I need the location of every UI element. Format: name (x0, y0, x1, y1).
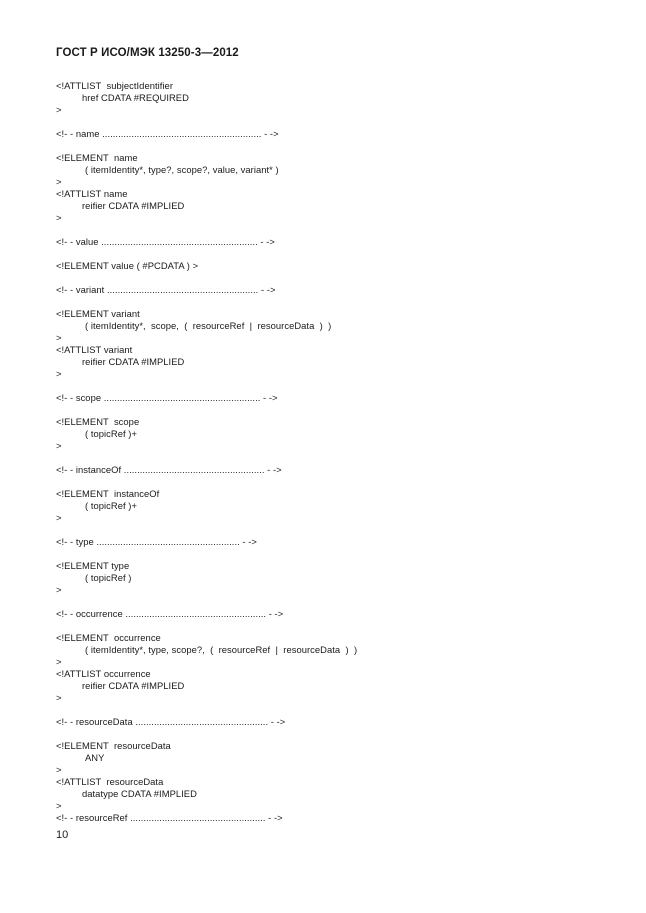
attribute-line: reifier CDATA #IMPLIED (82, 200, 185, 211)
attlist-resource-data: <!ATTLIST resourceData (56, 776, 164, 787)
attribute-line: reifier CDATA #IMPLIED (82, 356, 185, 367)
attribute-line: datatype CDATA #IMPLIED (82, 788, 197, 799)
element-value: <!ELEMENT value ( #PCDATA ) > (56, 260, 199, 271)
content-model-line: ( topicRef ) (85, 572, 132, 583)
closing-bracket: > (56, 368, 62, 379)
closing-bracket: > (56, 212, 62, 223)
closing-bracket: > (56, 332, 62, 343)
document-header: ГОСТ Р ИСО/МЭК 13250-3—2012 (56, 47, 239, 59)
comment-name: <!- - name ............................................................ - -> (56, 128, 279, 139)
closing-bracket: > (56, 764, 62, 775)
element-occurrence: <!ELEMENT occurrence (56, 632, 161, 643)
element-type: <!ELEMENT type (56, 560, 130, 571)
attlist-occurrence: <!ATTLIST occurrence (56, 668, 151, 679)
comment-type: <!- - type ...................................................... - -> (56, 536, 257, 547)
closing-bracket: > (56, 176, 62, 187)
element-instance-of: <!ELEMENT instanceOf (56, 488, 160, 499)
closing-bracket: > (56, 584, 62, 595)
attribute-line: reifier CDATA #IMPLIED (82, 680, 185, 691)
closing-bracket: > (56, 512, 62, 523)
attlist-subject-identifier: <!ATTLIST subjectIdentifier (56, 80, 173, 91)
content-model-line: ( itemIdentity*, type, scope?, ( resourceRef | resourceData ) ) (85, 644, 358, 655)
comment-value: <!- - value ........................................................... - -> (56, 236, 275, 247)
content-model-line: ( topicRef )+ (85, 428, 137, 439)
content-model-line: ( itemIdentity*, scope, ( resourceRef | resourceData ) ) (85, 320, 332, 331)
comment-variant: <!- - variant ......................................................... - -> (56, 284, 276, 295)
page-number: 10 (56, 829, 69, 841)
comment-resource-data: <!- - resourceData .................................................. - -> (56, 716, 286, 727)
attlist-name: <!ATTLIST name (56, 188, 128, 199)
closing-bracket: > (56, 104, 62, 115)
closing-bracket: > (56, 692, 62, 703)
attribute-line: href CDATA #REQUIRED (82, 92, 189, 103)
comment-scope: <!- - scope ........................................................... - -> (56, 392, 278, 403)
closing-bracket: > (56, 800, 62, 811)
element-resource-data: <!ELEMENT resourceData (56, 740, 171, 751)
comment-instance-of: <!- - instanceOf ..................................................... - -> (56, 464, 282, 475)
closing-bracket: > (56, 440, 62, 451)
element-scope: <!ELEMENT scope (56, 416, 140, 427)
content-model-line: ( topicRef )+ (85, 500, 137, 511)
content-model-line: ANY (85, 752, 105, 763)
dtd-listing (56, 80, 616, 824)
content-model-line: ( itemIdentity*, type?, scope?, value, variant* ) (85, 164, 279, 175)
element-name: <!ELEMENT name (56, 152, 138, 163)
attlist-variant: <!ATTLIST variant (56, 344, 133, 355)
element-variant: <!ELEMENT variant (56, 308, 140, 319)
closing-bracket: > (56, 656, 62, 667)
comment-occurrence: <!- - occurrence ..................................................... - -> (56, 608, 284, 619)
comment-resource-ref: <!- - resourceRef ................................................... - -> (56, 812, 283, 823)
